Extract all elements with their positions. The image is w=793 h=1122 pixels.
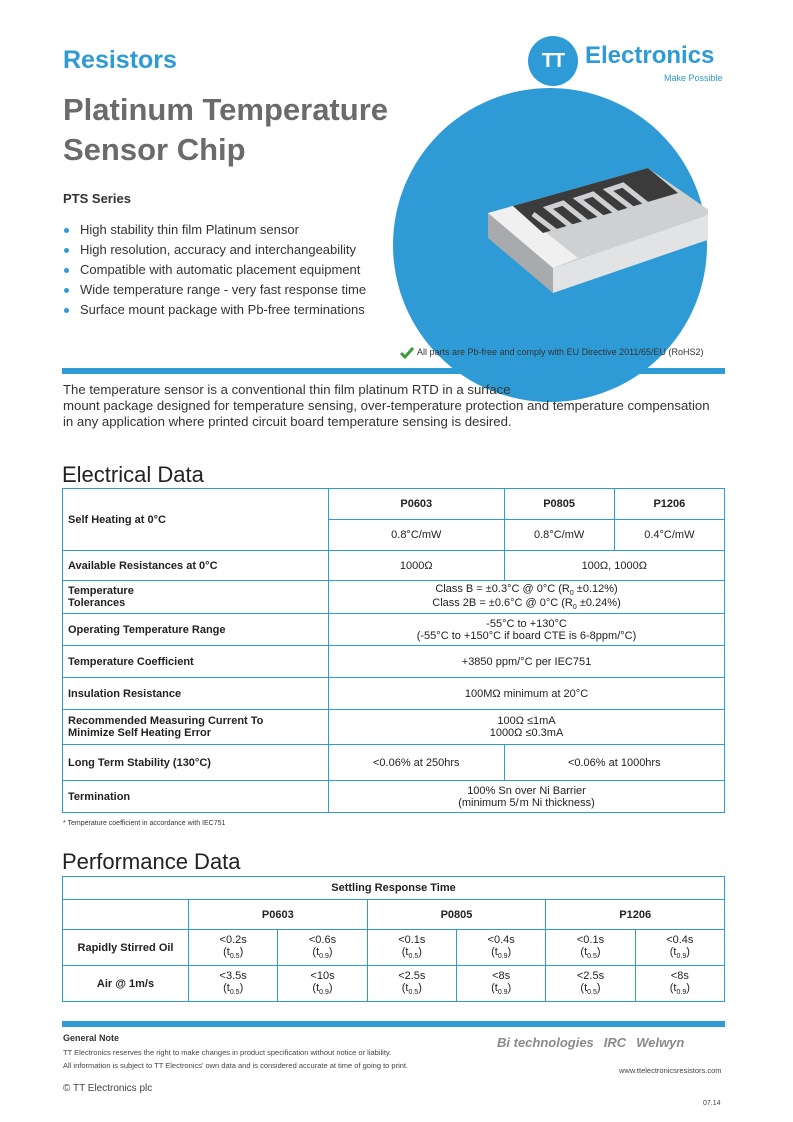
- insulation-label: Insulation Resistance: [63, 678, 329, 710]
- t-symbol: t: [494, 982, 498, 995]
- cell-t: $(t_{0.5})$: [401, 982, 422, 997]
- tolerance-label-line: Temperature: [68, 585, 134, 598]
- rohs-text: All parts are Pb-free and comply with EU Directive 2011/65/EU (RoHS2): [417, 347, 704, 357]
- t-symbol: t: [405, 982, 409, 995]
- termination-line: 100% Sn over Ni Barrier: [467, 784, 586, 797]
- website-link[interactable]: www.ttelectronicsresistors.com: [619, 1066, 722, 1075]
- cell-value: <10s: [310, 970, 335, 983]
- cell-t: $(t_{0.9})$: [312, 946, 333, 961]
- perf-col-p0805: P0805: [367, 900, 546, 930]
- self-heating-p1206: 0.4°C/mW: [614, 520, 724, 551]
- cell-t: $(t_{0.5})$: [580, 946, 601, 961]
- feature-item: High stability thin film Platinum sensor: [63, 220, 366, 240]
- electrical-heading: Electrical Data: [62, 462, 204, 487]
- self-heating-p0603: 0.8°C/mW: [329, 520, 505, 551]
- cell-t: $(t_{0.9})$: [669, 946, 690, 961]
- tolerance-value: [329, 581, 725, 614]
- cell-value: <2.5s: [576, 970, 605, 983]
- tolerance-b-pct: ±0.12%): [573, 583, 618, 595]
- perf-cell: [635, 966, 724, 1002]
- stability-p0603: <0.06% at 250hrs: [329, 745, 505, 781]
- current-label: [63, 710, 329, 745]
- feature-item: High resolution, accuracy and interchangeability: [63, 240, 366, 260]
- intro-line: mount package designed for temperature sensing, over-temperature protection and temperature compensation: [63, 398, 710, 413]
- t-symbol: t: [584, 946, 588, 959]
- resistances-p0603: 1000Ω: [329, 551, 505, 581]
- tc-value: +3850 ppm/°C per IEC751: [329, 646, 725, 678]
- category-title: Resistors: [63, 46, 177, 74]
- termination-value: [329, 781, 725, 813]
- r0-subscript: 0: [572, 604, 577, 612]
- t-sub: 0.9: [497, 953, 508, 961]
- general-note-heading: General Note: [63, 1033, 120, 1043]
- cell-t: $(t_{0.9})$: [491, 946, 512, 961]
- intro-paragraph: [63, 382, 728, 430]
- op-range-line: -55°C to +130°C: [486, 617, 567, 630]
- cell-t: $(t_{0.5})$: [223, 946, 244, 961]
- self-heating-label: Self Heating at 0°C: [63, 489, 329, 551]
- col-p0603: P0603: [329, 489, 505, 520]
- date-code: 07.14: [703, 1100, 721, 1107]
- perf-cell: [367, 930, 456, 966]
- cell-t: $(t_{0.5})$: [223, 982, 244, 997]
- title-line-1: Platinum Temperature: [63, 92, 389, 127]
- perf-cell: [189, 966, 278, 1002]
- perf-row-air: [63, 966, 725, 1002]
- brand-logos: [497, 1035, 694, 1050]
- divider-bar: [62, 368, 725, 374]
- cell-t: $(t_{0.9})$: [491, 982, 512, 997]
- stability-label: Long Term Stability (130°C): [63, 745, 329, 781]
- footer-divider-bar: [62, 1021, 725, 1027]
- cell-t: $(t_{0.9})$: [312, 982, 333, 997]
- row-label: Air @ 1m/s: [63, 966, 189, 1002]
- t-sub: 0.9: [676, 989, 687, 997]
- tolerance-class-b: [334, 583, 719, 597]
- col-p0805: P0805: [504, 489, 614, 520]
- termination-line: (minimum 5/ m Ni thickness): [458, 796, 595, 809]
- rohs-check-icon: [400, 346, 414, 360]
- feature-list: [63, 220, 366, 320]
- t-sub: 0.9: [319, 953, 329, 961]
- perf-col-p0603: P0603: [189, 900, 368, 930]
- t-sub: 0.9: [319, 989, 329, 997]
- stability-other: <0.06% at 1000hrs: [504, 745, 724, 781]
- cell-value: <0.1s: [576, 934, 605, 947]
- cell-value: <8s: [492, 970, 511, 983]
- t-sub: 0.5: [229, 953, 240, 961]
- t-sub: 0.5: [408, 953, 419, 961]
- irc-logo: IRC: [603, 1035, 627, 1050]
- cell-t: $(t_{0.5})$: [580, 982, 601, 997]
- rohs-statement: [400, 344, 703, 360]
- perf-col-p1206: P1206: [546, 900, 725, 930]
- feature-item: Surface mount package with Pb-free terminations: [63, 300, 366, 320]
- tolerance-2b-pct: ±0.24%): [576, 597, 621, 610]
- termination-label: Termination: [63, 781, 329, 813]
- perf-cell: [546, 966, 635, 1002]
- t-symbol: t: [316, 946, 320, 959]
- cell-value: <0.4s: [666, 934, 694, 947]
- op-range-line: (-55°C to +150°C if board CTE is 6-8ppm/°C): [416, 629, 637, 642]
- perf-cell: [456, 930, 545, 966]
- current-value: [329, 710, 725, 745]
- cell-value: <2.5s: [398, 970, 426, 983]
- tc-label: Temperature Coefficient: [63, 646, 329, 678]
- feature-item: Wide temperature range - very fast response time: [63, 280, 366, 300]
- resistances-other: 100Ω, 1000Ω: [504, 551, 724, 581]
- perf-row-oil: [63, 930, 725, 966]
- insulation-value: 100MΩ minimum at 20°C: [329, 678, 725, 710]
- tolerance-2b-text: Class 2B = ±0.6°C @ 0°C (R: [432, 597, 573, 610]
- self-heating-p0805: 0.8°C/mW: [504, 520, 614, 551]
- perf-cell: [546, 930, 635, 966]
- t-symbol: t: [226, 982, 230, 995]
- row-label: Rapidly Stirred Oil: [63, 930, 189, 966]
- tolerance-label: [63, 581, 329, 614]
- op-range-value: [329, 614, 725, 646]
- t-symbol: t: [673, 982, 677, 995]
- performance-heading: Performance Data: [62, 849, 241, 874]
- perf-cell: [635, 930, 724, 966]
- copyright: © TT Electronics plc: [63, 1083, 153, 1094]
- t-symbol: t: [673, 946, 677, 959]
- electrical-table: [62, 488, 725, 813]
- title-line-2: Sensor Chip: [63, 132, 246, 167]
- intro-line: The temperature sensor is a conventional thin film platinum RTD in a surface: [63, 382, 511, 397]
- blank-cell: [63, 900, 189, 930]
- general-note-line: All information is subject to TT Electronics' own data and is considered accurate at time of going to print.: [63, 1061, 409, 1070]
- cell-value: <0.4s: [487, 934, 515, 947]
- t-sub: 0.5: [587, 953, 597, 961]
- perf-cell: [456, 966, 545, 1002]
- current-line: 1000Ω ≤0.3mA: [489, 727, 564, 740]
- logo-tagline: Make Possible: [664, 73, 723, 83]
- t-symbol: t: [494, 946, 498, 959]
- cell-value: <8s: [670, 970, 689, 983]
- tt-logo-mark: TT: [528, 36, 578, 86]
- tolerance-b-text: Class B = ±0.3°C @ 0°C (R: [435, 583, 570, 595]
- performance-table: [62, 876, 725, 1002]
- current-label-line: Minimize Self Heating Error: [68, 727, 212, 740]
- settling-header: Settling Response Time: [63, 877, 725, 900]
- t-sub: 0.9: [676, 953, 687, 961]
- cell-value: <0.2s: [219, 934, 247, 947]
- series-name: PTS Series: [63, 191, 131, 206]
- perf-cell: [189, 930, 278, 966]
- current-label-line: Recommended Measuring Current To: [68, 715, 264, 728]
- tolerance-label-line: Tolerances: [68, 597, 126, 610]
- cell-t: $(t_{0.9})$: [669, 982, 690, 997]
- bi-technologies-logo: Bi technologies: [497, 1035, 594, 1050]
- feature-item: Compatible with automatic placement equipment: [63, 260, 366, 280]
- t-sub: 0.9: [497, 989, 508, 997]
- t-sub: 0.5: [408, 989, 419, 997]
- resistances-label: Available Resistances at 0°C: [63, 551, 329, 581]
- tt-electronics-logo: [528, 36, 728, 86]
- welwyn-logo: Welwyn: [636, 1035, 685, 1050]
- t-symbol: t: [405, 946, 409, 959]
- current-line: 100Ω ≤1mA: [497, 715, 556, 728]
- cell-value: <3.5s: [219, 970, 247, 983]
- footnote: * Temperature coefficient in accordance with IEC751: [63, 820, 226, 827]
- general-note-line: TT Electronics reserves the right to make changes in product specification without notice or liability.: [63, 1048, 392, 1057]
- cell-value: <0.6s: [308, 934, 337, 947]
- page-title: [63, 90, 388, 170]
- cell-value: <0.1s: [398, 934, 426, 947]
- tolerance-class-2b: [334, 597, 719, 611]
- t-symbol: t: [226, 946, 230, 959]
- t-symbol: t: [584, 982, 588, 995]
- perf-cell: [367, 966, 456, 1002]
- r0-subscript: 0: [569, 590, 574, 598]
- perf-cell: [278, 930, 367, 966]
- t-symbol: t: [316, 982, 320, 995]
- intro-line: in any application where printed circuit board temperature sensing is desired.: [63, 414, 512, 429]
- logo-name: Electronics: [585, 42, 715, 69]
- cell-t: $(t_{0.5})$: [401, 946, 422, 961]
- perf-cell: [278, 966, 367, 1002]
- t-sub: 0.5: [587, 989, 597, 997]
- op-range-label: Operating Temperature Range: [63, 614, 329, 646]
- t-sub: 0.5: [229, 989, 240, 997]
- col-p1206: P1206: [614, 489, 724, 520]
